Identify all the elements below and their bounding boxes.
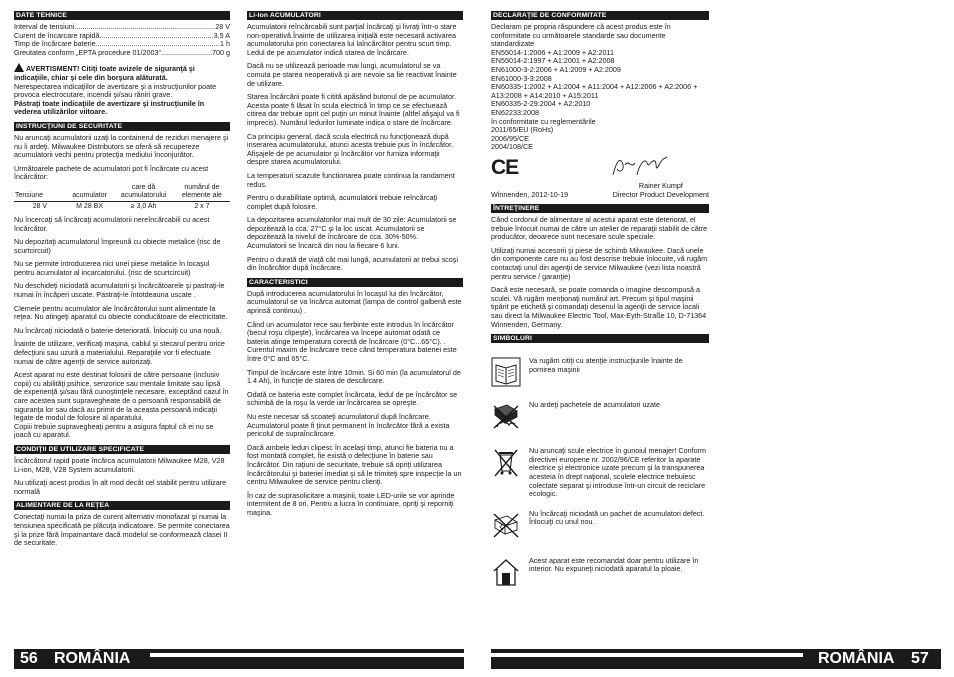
- liion-text: Pentru o durabilitate optimă, acumulatorii trebuie reîncărcaţi complet după folosire.: [247, 193, 438, 211]
- symbol-text: Nu aruncaţi scule electrice în gunoiul menajer! Conform directivei europene nr. 2002/96/CE referitor la aparate electrice şi electronice uzate precum şi la transpunerea acesteia în drept naţional, sculele electrice trebuiesc colectate separat şi introduse într-un circuit de reciclare ecologic.: [529, 446, 706, 499]
- page-language-left: ROMÂNIA: [54, 650, 131, 667]
- spec-value: 3,5 A: [213, 31, 230, 40]
- symbol-row: [491, 357, 709, 387]
- maintenance-header: ÎNTREŢINERE: [491, 204, 709, 213]
- liion-text: La depozitarea acumulatorilor mai mult de 30 zile: Acumulatorii se depozitează la cca. 27°C şi la loc uscat. Acumulatorii se depozitează la nivelul de încărcare de cca. 30%-50%.: [247, 215, 457, 242]
- conditions-header: CONDIŢII DE UTILIZARE SPECIFICATE: [14, 445, 230, 454]
- standard-item: EN61000-3-3:2008: [491, 73, 552, 83]
- tech-header: DATE TEHNICE: [14, 11, 230, 20]
- spec-row: [14, 49, 230, 58]
- char-text: Când un acumulator rece sau fierbinte este introdus în încărcător (becul roşu clipeşte), încărcarea va începe automat odată ce bateria atinge temperatura corectă de încărcare (0°C...65°C). . Curentul maxim de încărcare trece când temperatura bateriei este între 0°C and 65°C.: [247, 319, 457, 363]
- char-text: După introducerea acumulatorului în locaşul lui din încărcător, acumulatorul se va încărca automat (lampa de control galbenă este aprinsă continuu) .: [247, 288, 462, 316]
- table-header: Tensiune: [14, 184, 66, 202]
- warning-bold: AVERTISMENT! Citiţi toate avizele de siguranţă şi indicaţiile, chiar şi cele din borşura alăturată.: [14, 64, 195, 82]
- symbol-text: Nu încărcaţi niciodată un pachet de acumulatori defect. Înlocuiţi cu unul nou.: [529, 508, 705, 527]
- table-cell: ≥ 3,0 Ah: [130, 202, 157, 210]
- liion-text: La temperaturi scazute functionarea poate continua la randament redus.: [247, 170, 455, 189]
- signature-block: [491, 182, 709, 199]
- ce-mark: CE: [491, 155, 519, 179]
- power-text: Conectaţi numai la priza de curent alternativ monofazat şi numai la tensiunea specificată pe plăcuţa indicatoare. Se permite conectarea şi la prize fără împamantare dacă modelul se conformează clasei II de securitate.: [14, 512, 230, 548]
- char-text: Dacă ambele leduri clipesc în acelaşi timp, atunci fie bateria nu a fost montată complet, fie există o defecţiune în baterie sau încărcător. Din raţiuni de securitate, trebuie să opriţi utilizarea încărcătorului şi bateriei imediat şi să le trimiteţi spre inspecţie la un centru Milwaukee de service pentru clienţi.: [247, 442, 462, 487]
- standard-item: EN62233:2008: [491, 107, 539, 117]
- no-charge-damaged-icon: [491, 510, 521, 540]
- safety-text: Următoarele pachete de acumulatori pot fi încărcate cu acest încărcător:: [14, 163, 209, 182]
- characteristics-header: CARACTERISTICI: [247, 278, 463, 287]
- warning-block: [14, 63, 230, 117]
- char-text: Timpul de încărcare este între 10min. Si 60 min (la acumulatorul de 1.4 Ah), în funcţie de starea de descărcare.: [247, 367, 461, 386]
- symbol-text: Acest aparat este recomandat doar pentru utilizare în interior. Nu expuneţi niciodată aparatul la ploaie.: [529, 555, 699, 574]
- crossed-bin-icon: [491, 447, 521, 477]
- liion-text: Dacă nu se utilizează perioade mai lungi, acumulatorul se va comuta pe starea neoperativă şi are nevoie sa fie reactivat înainte de utilizare.: [247, 61, 457, 88]
- maintenance-text: Utilizaţi numai accesorii şi piese de schimb Milwaukee. Dacă unele din componente care nu au fost descrise trebuie înlocuite, vă rugăm contactaţi unul din agenţii de service Milwaukee (vezi lista noastră pentru service / garanţie): [491, 245, 708, 281]
- liion-text: Pentru o durată de viaţă cât mai lungă, acumulatorii ar trebui scoşi din încărcător după încărcare.: [247, 254, 458, 273]
- liion-text: Acumulatorii se încarcă din nou la fiecare 6 luni.: [247, 241, 400, 251]
- warning-text: Nerespectarea indicaţiilor de avertizare şi a instrucţiunilor poate provoca electrocutare, incendii şi/sau răniri grave.: [14, 81, 217, 100]
- declaration-header: DECLARAŢIE DE CONFORMITATE: [491, 11, 709, 20]
- symbols-header: SIMBOLURI: [491, 334, 709, 343]
- warning-triangle-icon: [14, 63, 24, 72]
- table-header: care dă acumulatorului: [113, 184, 173, 202]
- symbol-row: [491, 447, 709, 499]
- safety-text: Nu deschideţi niciodată acumulatorii şi încărcătoarele şi pastraţi-le numai în încăperi uscate. Pastraţi-le întotdeauna uscate .: [14, 281, 225, 300]
- spec-row: [14, 32, 230, 41]
- conditions-text: Încărcătorul rapid poate încărca acumulatorii Milwaukee M28, V28 Li-ion, M28, V28 System acumulatorii.: [14, 455, 225, 474]
- footer-stripe-right: [491, 653, 803, 657]
- page-language-right: ROMÂNIA: [818, 650, 895, 667]
- standard-item: EN61000-3-2:2006 + A1:2009 + A2:2009: [491, 64, 621, 74]
- footer-stripe-left: [150, 653, 464, 657]
- maintenance-text: Când cordonul de alimentare al acestui aparat este deteriorat, el trebuie înlocuit numai de către un atelier de reparaţii stabilit de către producător, deoarece sunt necesare scule speciale.: [491, 215, 708, 242]
- symbol-row: [491, 510, 709, 540]
- signer-title: Director Product Development: [612, 189, 709, 199]
- table-cell: 2 x 7: [194, 202, 210, 210]
- table-row: [14, 201, 230, 211]
- safety-text: Nu aruncaţi acumulatorii uzaţi la containerul de reziduri menajere şi nu îi ardeţi. Milwaukee Distributors se oferă să recupereze acumulatorii vechi pentru protecţia mediului înconjurător.: [14, 132, 229, 160]
- standard-item: EN55014-2:1997 + A1:2001 + A2:2008: [491, 56, 615, 66]
- char-text: Nu este necesar să scoateţi acumulatorul după încărcare. Acumulatorul poate fi ţinut permanent în încărcător fără a exista pericolul de supraîncărcare.: [247, 411, 450, 439]
- page-number-left: 56: [20, 650, 38, 667]
- safety-text: Nu se permite introducerea nici unei piese metalice în locaşul pentru acumulator al incarcatorului. (risc de scurtcircuit): [14, 259, 210, 277]
- regulation-item: 2004/108/CE: [491, 142, 533, 152]
- column-left: [14, 11, 230, 553]
- spec-list: [14, 23, 230, 57]
- spec-key: Curent de încarcare rapidă: [14, 31, 100, 40]
- signature-icon: [611, 155, 681, 179]
- page-number-right: 57: [911, 650, 929, 667]
- safety-text: Nu încercaţi să încărcaţi acumulatorii nereîncărcabili cu acest încărcător.: [14, 214, 210, 233]
- spec-value: 700 g: [212, 48, 230, 57]
- no-burn-battery-icon: [491, 401, 521, 431]
- indoor-use-icon: [491, 557, 521, 587]
- maintenance-text: Dacă este necesară, se poate comanda o imagine descompusă a sculei. Vă rugăm menţionaţi numărul art. Precum şi tipul maşinii tipărit pe etichetă şi comandaţi desenul la agenţii de service locali sau direct la Milwaukee Electric Tool, Max-Eyth-Straße 10, D-71364 Winnenden, Germany.: [491, 285, 707, 329]
- symbol-text: Nu ardeţi pachetele de acumulatori uzate: [529, 400, 661, 410]
- standard-item: EN60335-1:2002 + A1:2004 + A11:2004 + A12:2006 + A2:2006 + A13:2008 + A14:2010 + A15:2011: [491, 82, 698, 100]
- table-cell: M 28 BX: [76, 202, 104, 210]
- spec-row: [14, 40, 230, 49]
- spec-value: 28 V: [215, 23, 230, 31]
- book-icon: [491, 357, 521, 387]
- safety-text: Nu depozitaţi acumulatorul împreună cu obiecte metalice (risc de scurtcircuit): [14, 237, 221, 255]
- conditions-text: Nu utilizaţi acest produs în alt mod decât cel stabilit pentru utilizare normală: [14, 478, 227, 496]
- spec-key: Interval de tensiuni: [14, 23, 75, 31]
- declaration-text: Declaram pe propria răspundere că acest produs este în conformitate cu următoarele standarde sau documente standardizate: [491, 22, 671, 49]
- spec-value: 1 h: [220, 40, 230, 49]
- char-text: Odată ce bateria este complet încărcata, ledul de pe încărcător se schimbă de la roşu la verde iar încărcarea se opreşte.: [247, 389, 458, 408]
- column-right: [491, 11, 709, 587]
- symbol-row: [491, 401, 709, 431]
- liion-text: Acumulatorii reîncărcabili sunt parţial încărcaţi şi livraţi într-o stare non-operativă.Înainte de utilizarea iniţială este necesară activarea acumulatorului prin conectarea lui laîncărcător pentru scurt timp. Ledul de pe acumulator indică starea de încărcare.: [247, 22, 457, 57]
- table-header: numărul de elemente ale: [174, 184, 230, 202]
- signer-name: Rainer Kumpf: [638, 180, 683, 190]
- power-header: ALIMENTARE DE LA REŢEA: [14, 501, 230, 510]
- table-header: acumulator: [66, 184, 114, 202]
- spec-key: Greutatea conform „EPTA procedure 01/2003“: [14, 48, 161, 57]
- standard-item: EN60335-2-29:2004 + A2:2010: [491, 99, 591, 109]
- liion-text: Ca principiu general, dacă scula electrică nu funcţionează după inserarea acumulatorului, atunci acesta trebuie pus în încărcător. Afişajele de pe acumulator şi încărcător vor furniza informaţii despre starea acumulatorului.: [247, 131, 454, 167]
- safety-text: Înainte de utilizare, verificaţi maşina, cablul şi stecarul pentru orice defecţiuni sau uzură a materialului. Reparaţiile vor fi efectuate numai de către agenţii de service autorizaţi.: [14, 339, 225, 366]
- column-middle: [247, 11, 463, 523]
- place-date: Winnenden, 2012-10-19: [491, 189, 569, 199]
- safety-text: Copiii trebuie supravegheaţi pentru a asigura faptul că ei nu se joacă cu aparatul.: [14, 421, 214, 440]
- safety-header: INSTRUCŢIUNI DE SECURITATE: [14, 122, 230, 131]
- warning-bold2: Păstraţi toate indicaţiile de avertizare şi instrucţiunile în vederea utilizărilor viitoare.: [14, 98, 205, 117]
- spec-key: Timp de încărcare baterie: [14, 40, 96, 49]
- spec-row: [14, 23, 230, 32]
- declaration-text: în conformitate cu reglementările: [491, 116, 596, 126]
- char-text: În caz de suprasolicitare a maşinii, toate LED-urile se vor aprinde intermitent de 8 ori. Pentru a lucra în continuare, opriţi şi reporniţi maşina.: [247, 490, 455, 517]
- regulation-item: 2011/65/EU (RoHs): [491, 125, 554, 135]
- safety-text: Nu încărcaţi niciodată o baterie deteriorată. Înlocuiţi cu una nouă.: [14, 325, 222, 335]
- symbol-text: Va rugăm citiţi cu atenţie instrucţiunile înainte de pornirea maşinii: [529, 356, 683, 374]
- safety-text: Acest aparat nu este destinat folosirii de către persoane (inclusiv copii) cu abilităţi psihice, senzorice sau mentale limitate sau lipsă de experienţă şi/sau fără cunoştinţele necesare, exceptând cazul în care acestea sunt supravegheate de o persoană responsabilă de siguranţa lor sau dacă au primit de la aceasta persoană indicaţii legate de modul de folosire al aparatului.: [14, 370, 229, 423]
- symbol-row: [491, 557, 709, 587]
- liion-text: Starea încărcării poate fi citită apăsând butonul de pe acumulator. Acesta poate fi lăsat în scula electrică în timp ce se efectuează citirea dar trebuie oprit cel puţin un minut înainte (altfel afişajul va fi imprecis). Numărul ledurilor luminate indica o stare de încărcare.: [247, 92, 460, 127]
- table-cell: 28 V: [32, 202, 48, 210]
- safety-text: Clemele pentru acumulator ale încărcătorului sunt alimentate la reţea. Nu atingeţi aparatul cu obiecte conducătoare de electricitate.: [14, 303, 228, 322]
- battery-table: [14, 184, 230, 211]
- liion-header: Li-Ion ACUMULATORI: [247, 11, 463, 20]
- standard-item: EN55014-1:2006 + A1:2009 + A2:2011: [491, 47, 614, 57]
- regulation-item: 2006/95/CE: [491, 133, 529, 143]
